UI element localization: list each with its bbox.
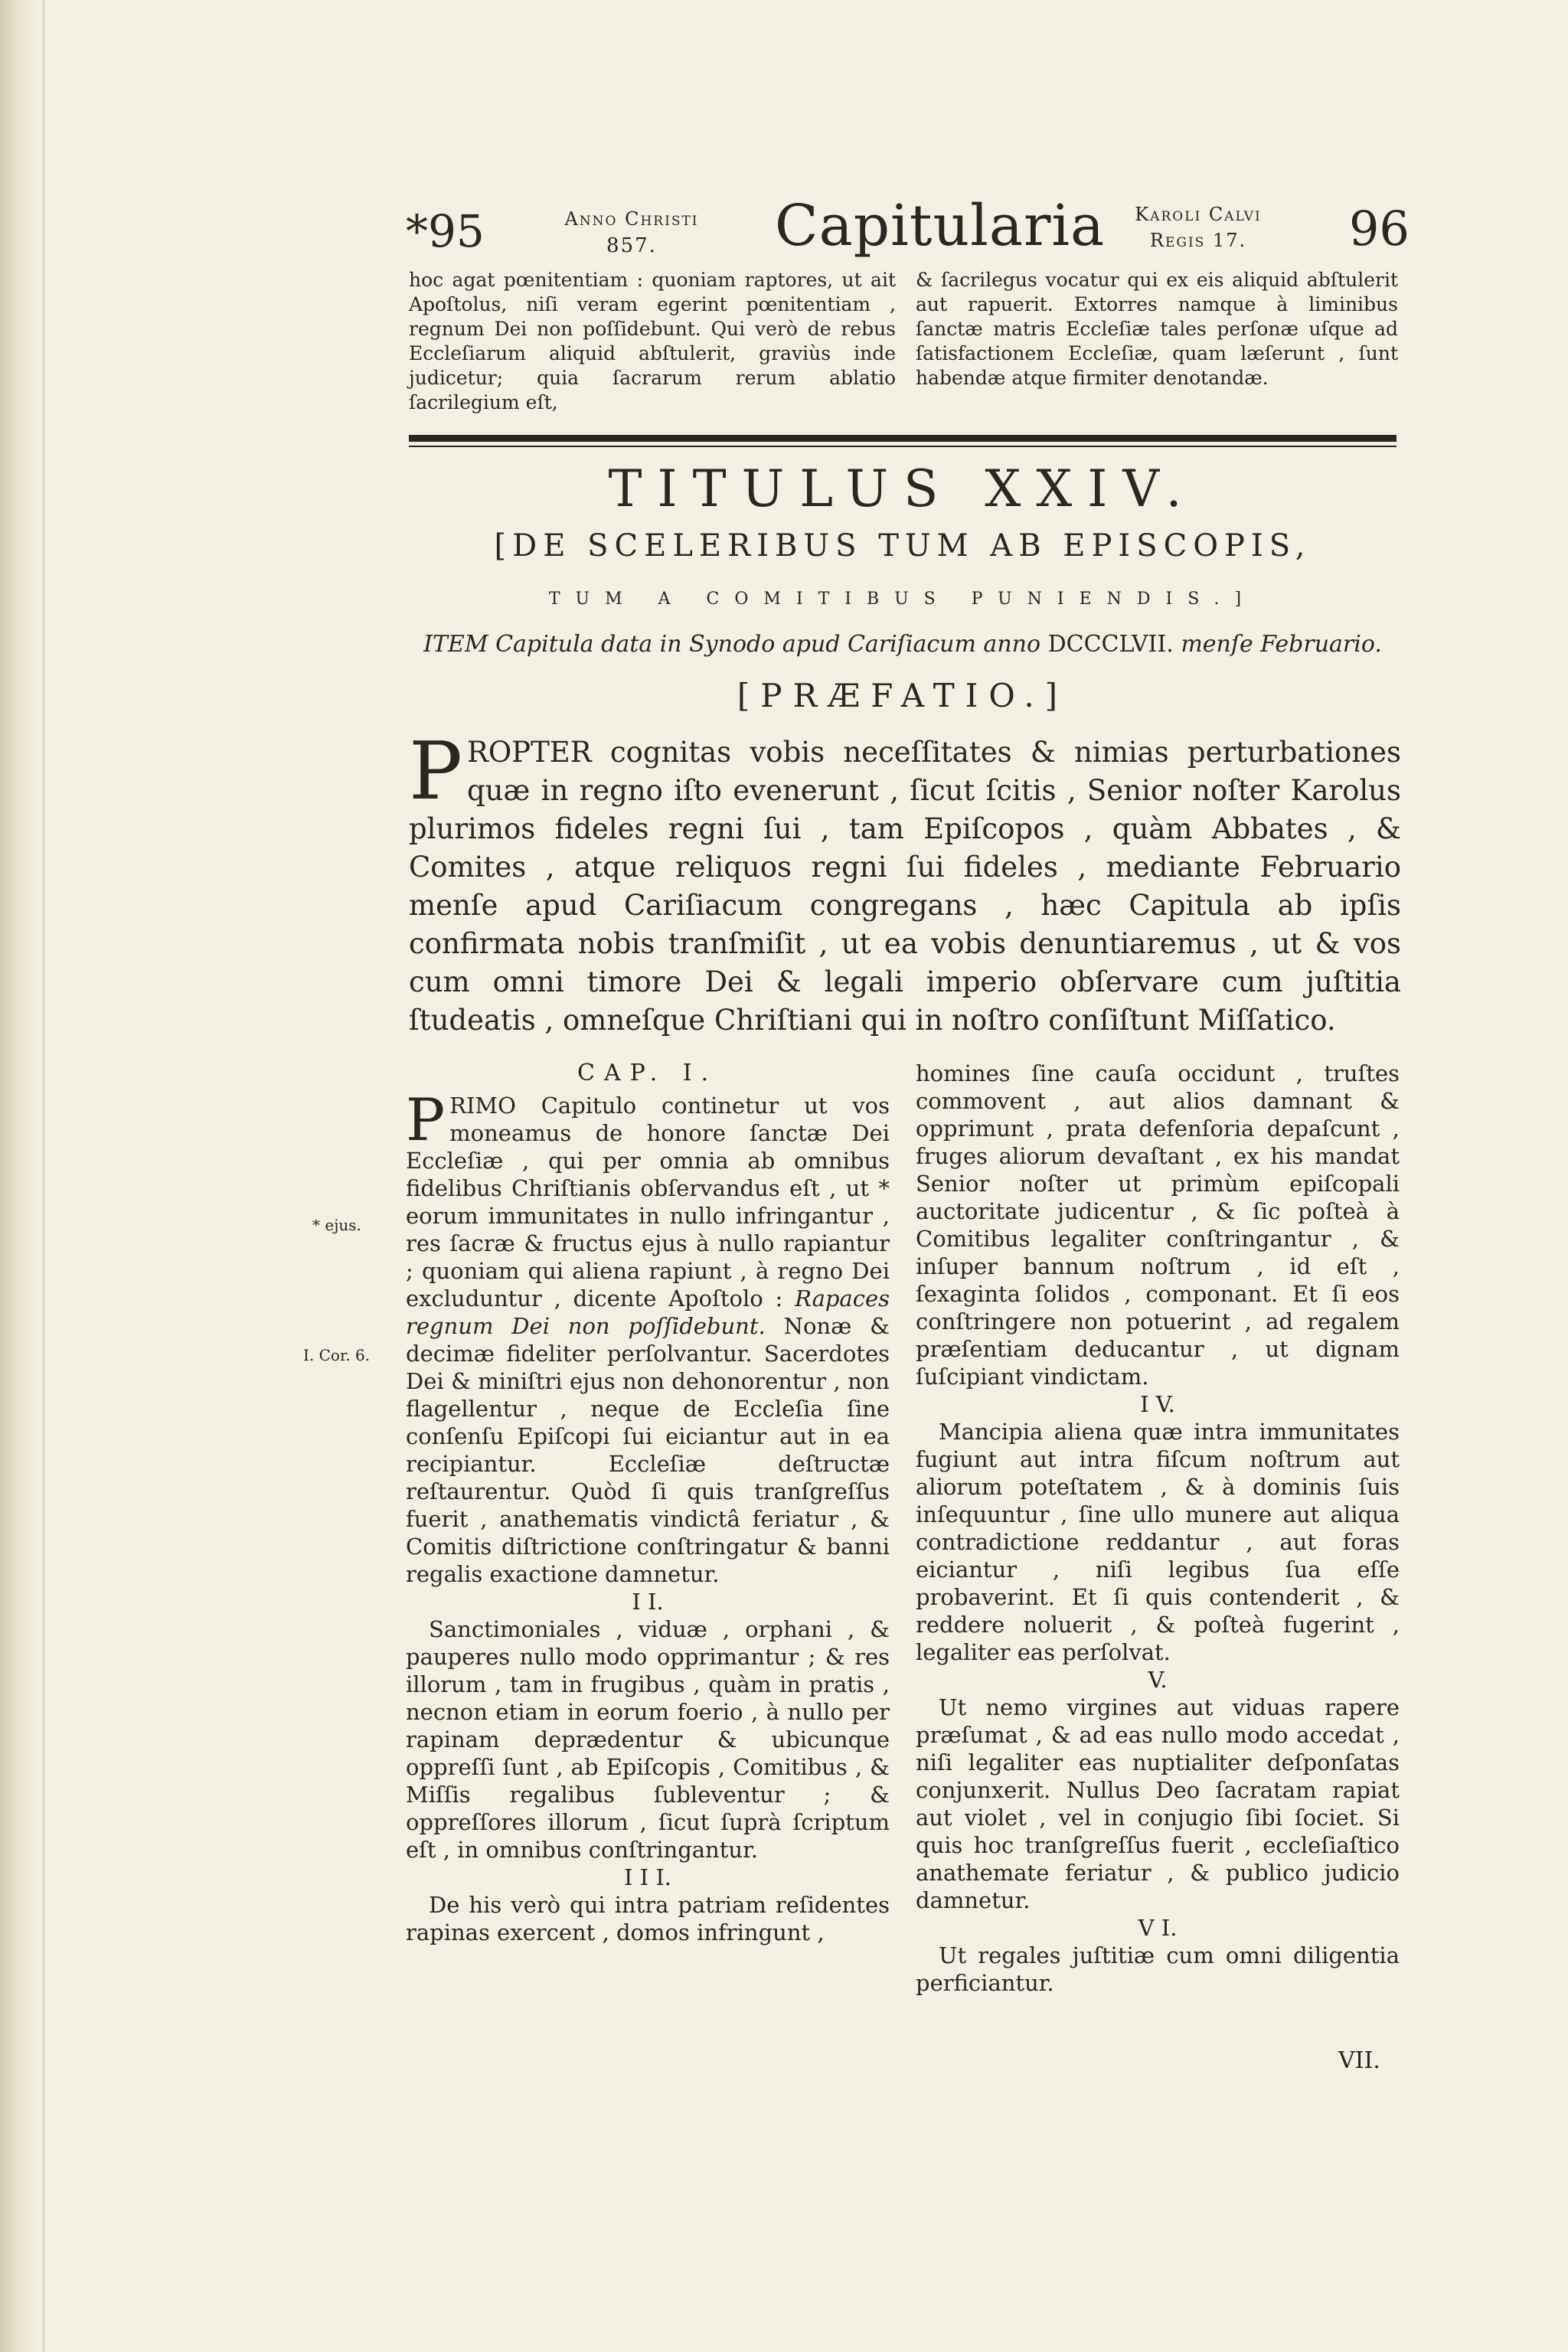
thick-rule xyxy=(409,435,1396,442)
preface-first-word: ROPTER xyxy=(466,736,592,769)
cap4-number: I V. xyxy=(1140,1391,1175,1417)
cap6-number: V I. xyxy=(1138,1915,1178,1941)
preface-text: cognitas vobis neceſſitates & nimias perturbationes quæ in regno iſto evenerunt , ſicut ſcitis , Senior noſter Karolus plurimos fideles regni ſui , tam Epiſcopos , quàm Abbates , & Comites , atque reliquos regni ſui fideles , mediante Februario menſe apud Cariſiacum congregans , hæc Capitula ab ipſis confirmata nobis tranſmiſit , ut ea vobis denuntiaremus , ut & vos cum omni timore Dei & legali imperio obſervare cum juſtitia ſtudeatis , omneſque Chriſtiani qui in noſtro conſiſtunt Miſſatico. xyxy=(409,736,1402,1037)
top-left-column xyxy=(409,268,896,415)
karoli-label: Karoli Calvi xyxy=(1135,204,1262,225)
item-line-end: menſe Februario. xyxy=(1181,631,1382,658)
item-line-year: DCCCLVII. xyxy=(1047,631,1174,658)
top-left-text: hoc agat pœnitentiam : quoniam raptores, ut ait Apoſtolus, niſi veram egerint pœnitentiam , regnum Dei non poſſidebunt. Qui verò de rebus Eccleſiarum aliquid abſtulerit, graviùs inde judicetur; quia ſacrarum rerum ablatio ſacrilegium eſt, xyxy=(409,269,896,413)
section-title: TITULUS XXIV. xyxy=(608,459,1197,518)
cap1-text-a: Capitulo continetur ut vos moneamus de honore ſanctæ Dei Eccleſiæ , qui per omnia ab omnibus fidelibus Chriſtianis obſervandus eſt , ut * eorum immunitates in nullo infringantur , res ſacræ & fructus ejus à nullo rapiantur ; quoniam qui aliena rapiunt , à regno Dei excluduntur , dicente Apoſtolo : xyxy=(406,1093,890,1312)
cap4-paragraph: Mancipia aliena quæ intra immunitates fugiunt aut intra fiſcum noſtrum aut aliorum poteſtatem , & à dominis ſuis inſequuntur , ſine ullo munere aut aliqua contradictione reddantur , aut foras eiciantur , niſi legibus ſua eſſe probaverint. Et ſi quis contenderit , & reddere noluerit , & poſteà fugerint , legaliter eas perſolvat. xyxy=(916,1419,1400,1665)
cap3-paragraph: De his verò qui intra patriam reſidentes rapinas exercent , domos infringunt , xyxy=(406,1892,890,1945)
cap3-continued: homines ſine cauſa occidunt , truſtes commovent , aut alios damnant & opprimunt , prata defenſoria depaſcunt , fruges aliorum devaſtant , ex his mandat Senior noſter ut primùm epiſcopali auctoritate judicentur , & ſic poſteà à Comitibus legaliter conſtringantur , & inſuper bannum noſtrum , id eſt , ſexaginta ſolidos , componant. Et ſi eos conſtringere non potuerint , ad regalem præſentiam deducantur , ut dignam ſuſcipiant vindictam. xyxy=(916,1060,1400,1390)
page-number-right: 96 xyxy=(1349,201,1410,256)
item-line xyxy=(409,631,1396,658)
cap2-number: I I. xyxy=(632,1589,664,1615)
margin-note-ejus: * ejus. xyxy=(312,1216,361,1234)
page-number-left: *95 xyxy=(406,205,485,257)
left-column xyxy=(406,1086,890,1946)
top-right-text: & ſacrilegus vocatur qui ex eis aliquid abſtulerit aut rapuerit. Extorres namque à liminibus ſanctæ matris Eccleſiæ tales perſonæ uſque ad ſatisfactionem Eccleſiæ, quam læſerunt , ſunt habendæ atque firmiter denotandæ. xyxy=(916,269,1398,389)
catchword: VII. xyxy=(1338,2047,1380,2074)
cap5-number: V. xyxy=(1148,1667,1168,1693)
top-right-column xyxy=(916,268,1398,390)
praefatio-heading: [PRÆFATIO.] xyxy=(737,677,1069,714)
cap-heading: CAP. I. xyxy=(577,1060,718,1086)
cap1-text-b: Nonæ & decimæ fideliter perſolvantur. Sacerdotes Dei & miniſtri ejus non dehonorentur , non flagellentur , neque de Eccleſia ſine conſenſu Epiſcopi ſui eiciantur aut in ea recipiantur. Eccleſiæ deſtructæ reſtaurentur. Quòd ſi quis tranſgreſſus fuerit , anathematis vindictâ feriatur , & Comitis diſtrictione conſtringatur & banni regalis exactione damnetur. xyxy=(406,1313,890,1587)
preface-paragraph xyxy=(409,724,1402,1040)
cap6-paragraph: Ut regales juſtitiæ cum omni diligentia perficiantur. xyxy=(916,1942,1400,1996)
cap3-number: I I I. xyxy=(623,1864,672,1890)
regis-label: Regis 17. xyxy=(1149,230,1247,251)
running-title: Capitularia xyxy=(775,193,1106,259)
section-subtitle-2: TUM A COMITIBUS PUNIENDIS.] xyxy=(548,590,1257,609)
thin-rule xyxy=(409,446,1396,447)
margin-note-cor: I. Cor. 6. xyxy=(303,1346,371,1364)
cap2-paragraph: Sanctimoniales , viduæ , orphani , & pauperes nullo modo opprimantur ; & res illorum , tam in frugibus , quàm in pratis , necnon etiam in eorum foerio , à nullo per rapinam deprædentur & ubicunque oppreſſi ſunt , ab Epiſcopis , Comitibus , & Miſſis regalibus ſubleventur ; & oppreſſores illorum , ſicut ſuprà ſcriptum eſt , in omnibus conſtringantur. xyxy=(406,1616,890,1863)
running-head-karoli xyxy=(1122,204,1275,251)
preface-dropcap: P xyxy=(409,724,462,818)
right-column xyxy=(916,1060,1400,1997)
cap5-paragraph: Ut nemo virgines aut viduas rapere præſumat , & ad eas nullo modo accedat , niſi legaliter eas nuptialiter deſponſatas conjunxerit. Nullus Deo ſacratam rapiat aut violet , vel in conjugio ſibi ſociet. Si quis hoc tranſgreſſus fuerit , eccleſiaſtico anathemate feriatur , & publico judicio damnetur. xyxy=(916,1694,1400,1913)
item-line-start: ITEM Capitula data in Synodo apud Cariſiacum anno xyxy=(423,631,1041,658)
cap1-dropcap: P xyxy=(406,1086,446,1154)
cap1-first-word: RIMO xyxy=(449,1093,516,1119)
anno-label: Anno Christi xyxy=(564,208,699,230)
cap1-quote: Rapaces regnum Dei non poſſidebunt. xyxy=(406,1285,890,1339)
running-head-anno xyxy=(544,208,720,257)
section-subtitle-1: [DE SCELERIBUS TUM AB EPISCOPIS, xyxy=(494,528,1312,564)
cap1-paragraph xyxy=(406,1086,890,1588)
anno-year: 857. xyxy=(606,234,657,257)
